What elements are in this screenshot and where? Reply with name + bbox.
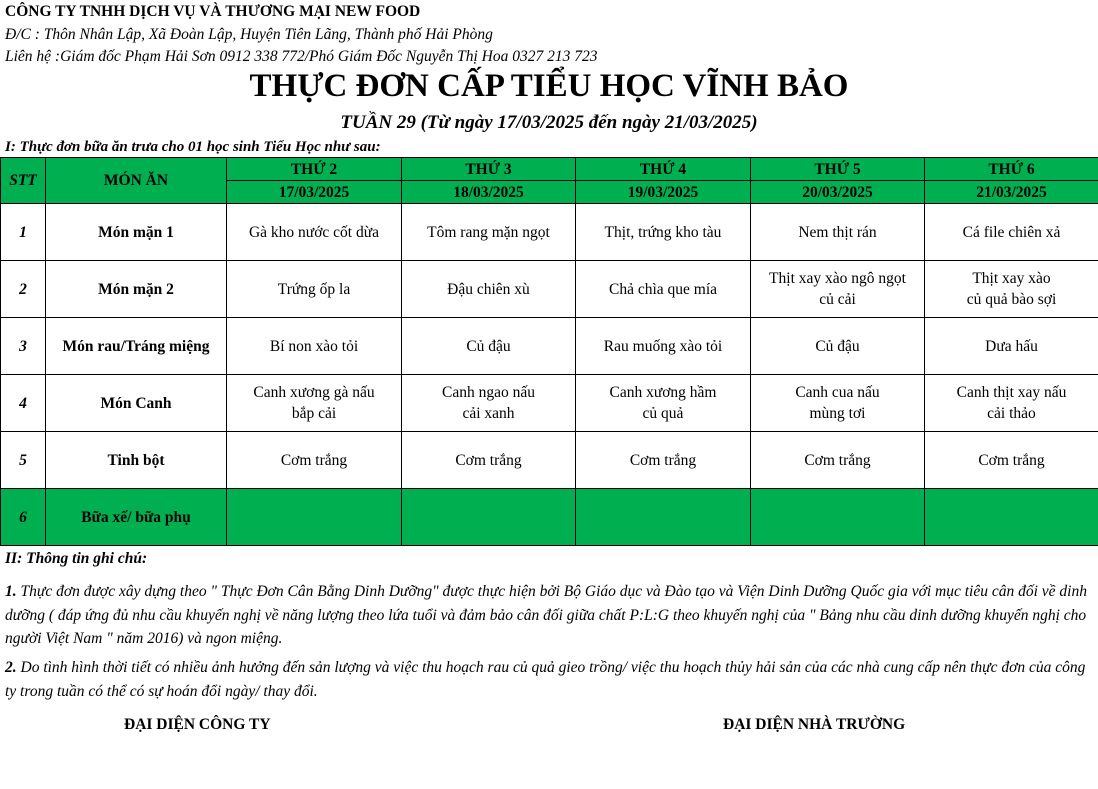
- menu-cell: Đậu chiên xù: [402, 261, 576, 318]
- menu-cell: Thịt xay xào ngô ngọt củ cải: [751, 261, 925, 318]
- day-header: THỨ 6: [925, 158, 1098, 181]
- menu-cell: Tôm rang mặn ngọt: [402, 204, 576, 261]
- header-row-days: [1, 158, 1098, 181]
- table-row: [1, 318, 1098, 375]
- note-2-text: Do tình hình thời tiết có nhiều ảnh hưởng đến sản lượng và việc thu hoạch rau củ quả gieo trồng/ việc thu hoạch thủy hải sản của các nhà cung cấp nên thực đơn của công ty trong tuần có thể có sự hoán đổi ngày/ thay đổi.: [5, 659, 1086, 700]
- day-header: THỨ 5: [751, 158, 925, 181]
- date-header: 21/03/2025: [925, 181, 1098, 204]
- menu-cell: Cơm trắng: [751, 432, 925, 489]
- menu-cell: Thịt, trứng kho tàu: [576, 204, 751, 261]
- dish-category: Món mặn 2: [46, 261, 227, 318]
- row-number: 4: [1, 375, 46, 432]
- table-row: [1, 375, 1098, 432]
- day-header: THỨ 3: [402, 158, 576, 181]
- menu-cell: Dưa hấu: [925, 318, 1098, 375]
- menu-cell: Canh cua nấu mùng tơi: [751, 375, 925, 432]
- row-number: 5: [1, 432, 46, 489]
- dish-category: Món Canh: [46, 375, 227, 432]
- menu-cell: Củ đậu: [751, 318, 925, 375]
- dish-header: MÓN ĂN: [46, 158, 227, 204]
- table-row: [1, 261, 1098, 318]
- section-2-heading: II: Thông tin ghi chú:: [5, 550, 148, 567]
- company-signature-label: ĐẠI DIỆN CÔNG TY: [124, 716, 271, 733]
- note-2-number: 2.: [5, 659, 17, 676]
- school-signature-label: ĐẠI DIỆN NHÀ TRƯỜNG: [723, 716, 906, 733]
- menu-table: [0, 157, 1098, 546]
- menu-cell: Bí non xào tỏi: [227, 318, 402, 375]
- menu-cell: Canh ngao nấu cải xanh: [402, 375, 576, 432]
- menu-cell: Thịt xay xào củ quả bào sợi: [925, 261, 1098, 318]
- menu-cell: [751, 489, 925, 546]
- company-name: CÔNG TY TNHH DỊCH VỤ VÀ THƯƠNG MẠI NEW FOOD: [5, 3, 421, 20]
- note-1-text: Thực đơn được xây dựng theo " Thực Đơn Cân Bằng Dinh Dưỡng" được thực hiện bởi Bộ Giáo dục và Đào tạo và Viện Dinh Dưỡng Quốc gia với mục tiêu cân đối về dinh dưỡng ( đáp ứng đủ nhu cầu khuyến nghị về năng lượng theo lứa tuổi và đảm bảo cân đối giữa chất P:L:G theo khuyến nghị của " Bảng nhu cầu dinh dưỡng khuyến nghị cho người Việt Nam " năm 2016) và ngon miệng.: [5, 583, 1087, 647]
- dish-category: Bữa xế/ bữa phụ: [46, 489, 227, 546]
- menu-cell: Củ đậu: [402, 318, 576, 375]
- menu-cell: Nem thịt rán: [751, 204, 925, 261]
- row-number: 2: [1, 261, 46, 318]
- menu-cell: Cơm trắng: [576, 432, 751, 489]
- menu-cell: Cơm trắng: [402, 432, 576, 489]
- dish-category: Món rau/Tráng miệng: [46, 318, 227, 375]
- company-address: Đ/C : Thôn Nhân Lập, Xã Đoàn Lập, Huyện Tiên Lãng, Thành phố Hải Phòng: [5, 26, 493, 43]
- menu-cell: Cá file chiên xả: [925, 204, 1098, 261]
- table-row: [1, 432, 1098, 489]
- note-2: [5, 656, 1093, 703]
- menu-cell: Gà kho nước cốt dừa: [227, 204, 402, 261]
- row-number: 1: [1, 204, 46, 261]
- row-number: 6: [1, 489, 46, 546]
- menu-cell: Canh xương gà nấu bắp cải: [227, 375, 402, 432]
- menu-cell: Cơm trắng: [227, 432, 402, 489]
- company-contact: Liên hệ :Giám đốc Phạm Hải Sơn 0912 338 772/Phó Giám Đốc Nguyễn Thị Hoa 0327 213 723: [5, 48, 598, 65]
- table-row: [1, 204, 1098, 261]
- menu-cell: Trứng ốp la: [227, 261, 402, 318]
- menu-cell: [576, 489, 751, 546]
- row-number: 3: [1, 318, 46, 375]
- menu-cell: [925, 489, 1098, 546]
- date-header: 17/03/2025: [227, 181, 402, 204]
- section-1-heading: I: Thực đơn bữa ăn trưa cho 01 học sinh Tiểu Học như sau:: [5, 139, 381, 155]
- dish-category: Tinh bột: [46, 432, 227, 489]
- date-header: 19/03/2025: [576, 181, 751, 204]
- menu-title: THỰC ĐƠN CẤP TIỂU HỌC VĨNH BẢO: [249, 68, 849, 104]
- date-header: 18/03/2025: [402, 181, 576, 204]
- stt-header: STT: [1, 158, 46, 204]
- note-1: [5, 580, 1093, 651]
- date-header: 20/03/2025: [751, 181, 925, 204]
- menu-cell: [402, 489, 576, 546]
- menu-cell: [227, 489, 402, 546]
- menu-cell: Chả chìa que mía: [576, 261, 751, 318]
- day-header: THỨ 4: [576, 158, 751, 181]
- week-range: TUẦN 29 (Từ ngày 17/03/2025 đến ngày 21/03/2025): [340, 112, 758, 133]
- table-row: [1, 489, 1098, 546]
- note-1-number: 1.: [5, 583, 17, 600]
- menu-cell: Canh xương hầm củ quả: [576, 375, 751, 432]
- menu-cell: Cơm trắng: [925, 432, 1098, 489]
- dish-category: Món mặn 1: [46, 204, 227, 261]
- menu-cell: Canh thịt xay nấu cải thảo: [925, 375, 1098, 432]
- day-header: THỨ 2: [227, 158, 402, 181]
- menu-cell: Rau muống xào tỏi: [576, 318, 751, 375]
